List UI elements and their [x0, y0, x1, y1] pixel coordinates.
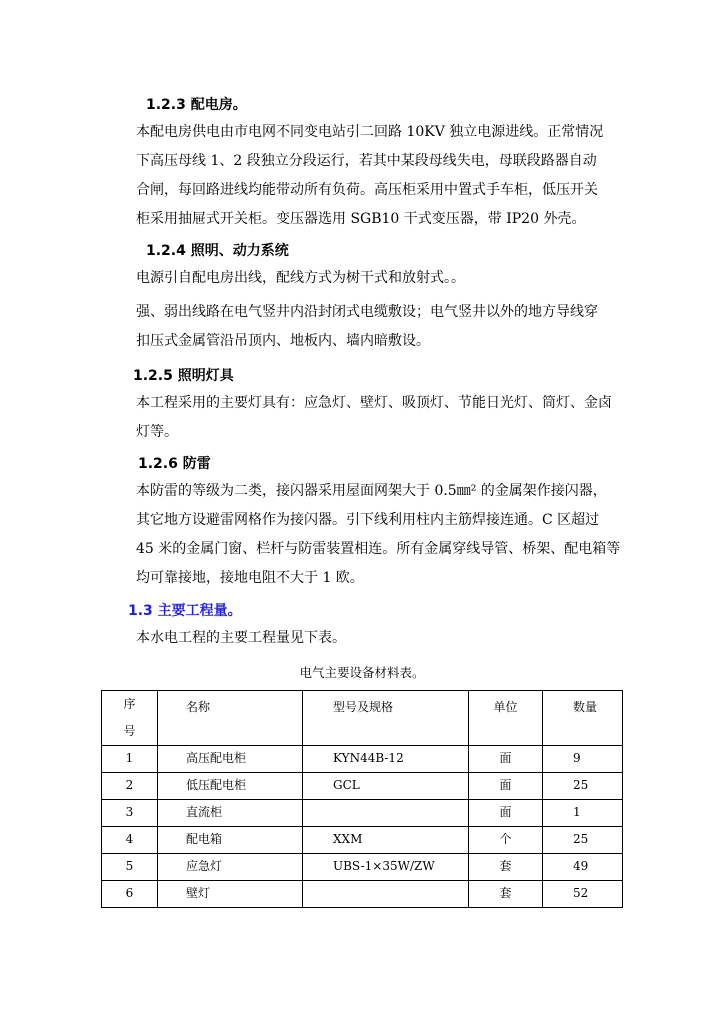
- section-heading-1-3: 1.3 主要工程量。: [128, 603, 242, 619]
- text-line: 其它地方设避雷网格作为接闪器。引下线利用柱内主筋焊接连通。C 区超过: [136, 512, 600, 528]
- table-row: [102, 800, 623, 827]
- cell-spec: KYN44B-12: [303, 746, 469, 773]
- cell-unit: 套: [469, 881, 543, 908]
- cell-unit: 套: [469, 854, 543, 881]
- header-cell-spec: 型号及规格: [303, 691, 469, 746]
- text-line: 电源引自配电房出线，配线方式为树干式和放射式。。: [136, 270, 465, 286]
- cell-qty: 25: [543, 773, 623, 800]
- section-heading-1-2-4: 1.2.4 照明、动力系统: [146, 243, 289, 259]
- section-body-1-2-4: [136, 264, 618, 293]
- section-heading-1-2-6: 1.2.6 防雷: [138, 456, 211, 472]
- cell-unit: 面: [469, 800, 543, 827]
- cell-qty: 25: [543, 827, 623, 854]
- equipment-material-table: [101, 690, 623, 908]
- cell-qty: 1: [543, 800, 623, 827]
- text-line: 灯等。: [136, 424, 178, 440]
- text-line: 本防雷的等级为二类，接闪器采用屋面网架大于 0.5㎜² 的金属架作接闪器，: [136, 483, 607, 499]
- cell-no: 1: [102, 746, 158, 773]
- header-cell-name: 名称: [158, 691, 303, 746]
- cell-qty: 52: [543, 881, 623, 908]
- header-cell-qty: 数量: [543, 691, 623, 746]
- table-row: [102, 854, 623, 881]
- cell-spec: GCL: [303, 773, 469, 800]
- cell-no: 5: [102, 854, 158, 881]
- header-no-line2: 号: [123, 724, 136, 738]
- text-line: 本工程采用的主要灯具有：应急灯、壁灯、吸顶灯、节能日光灯、筒灯、金卤: [136, 395, 612, 411]
- cell-unit: 个: [469, 827, 543, 854]
- text-line: 下高压母线 1、2 段独立分段运行，若其中某段母线失电，母联段路器自动: [136, 153, 597, 169]
- text-line: 扣压式金属管沿吊顶内、地板内、墙内暗敷设。: [136, 333, 430, 349]
- table-header-row: [102, 691, 623, 746]
- section-body-1-3: [136, 624, 618, 653]
- section-heading-1-2-3: 1.2.3 配电房。: [146, 97, 247, 113]
- section-body-1-2-5: [136, 389, 618, 447]
- cell-qty: 9: [543, 746, 623, 773]
- table-caption: 电气主要设备材料表。: [299, 665, 425, 680]
- cell-qty: 49: [543, 854, 623, 881]
- cell-name: 低压配电柜: [158, 773, 303, 800]
- cell-unit: 面: [469, 746, 543, 773]
- cell-no: 2: [102, 773, 158, 800]
- text-line: 强、弱出线路在电气竖井内沿封闭式电缆敷设；电气竖井以外的地方导线穿: [136, 304, 598, 320]
- cell-name: 壁灯: [158, 881, 303, 908]
- cell-spec: XXM: [303, 827, 469, 854]
- cell-unit: 面: [469, 773, 543, 800]
- section-body-1-2-3: [136, 118, 618, 234]
- text-line: 45 米的金属门窗、栏杆与防雷装置相连。所有金属穿线导管、桥架、配电箱等: [136, 541, 621, 557]
- table-row: [102, 881, 623, 908]
- cell-spec: [303, 881, 469, 908]
- table-row: [102, 827, 623, 854]
- text-line: 本配电房供电由市电网不同变电站引二回路 10KV 独立电源进线。正常情况: [136, 124, 604, 140]
- header-cell-unit: 单位: [469, 691, 543, 746]
- cell-spec: [303, 800, 469, 827]
- cell-no: 3: [102, 800, 158, 827]
- text-line: 合闸，每回路进线均能带动所有负荷。高压柜采用中置式手车柜，低压开关: [136, 182, 598, 198]
- section-heading-1-2-5: 1.2.5 照明灯具: [133, 368, 234, 384]
- table-row: [102, 773, 623, 800]
- cell-name: 应急灯: [158, 854, 303, 881]
- cell-name: 高压配电柜: [158, 746, 303, 773]
- text-line: 本水电工程的主要工程量见下表。: [136, 630, 346, 646]
- cell-no: 4: [102, 827, 158, 854]
- header-no-line1: 序: [123, 697, 136, 711]
- cell-name: 直流柜: [158, 800, 303, 827]
- cell-no: 6: [102, 881, 158, 908]
- header-cell-no: [102, 691, 158, 746]
- section-body-1-2-6: [136, 477, 621, 593]
- text-line: 均可靠接地，接地电阻不大于 1 欧。: [136, 570, 364, 586]
- section-body-1-2-4-wiring: [136, 298, 618, 356]
- cell-name: 配电箱: [158, 827, 303, 854]
- table-row: [102, 746, 623, 773]
- cell-spec: UBS-1×35W/ZW: [303, 854, 469, 881]
- text-line: 柜采用抽屉式开关柜。变压器选用 SGB10 干式变压器，带 IP20 外壳。: [136, 211, 586, 227]
